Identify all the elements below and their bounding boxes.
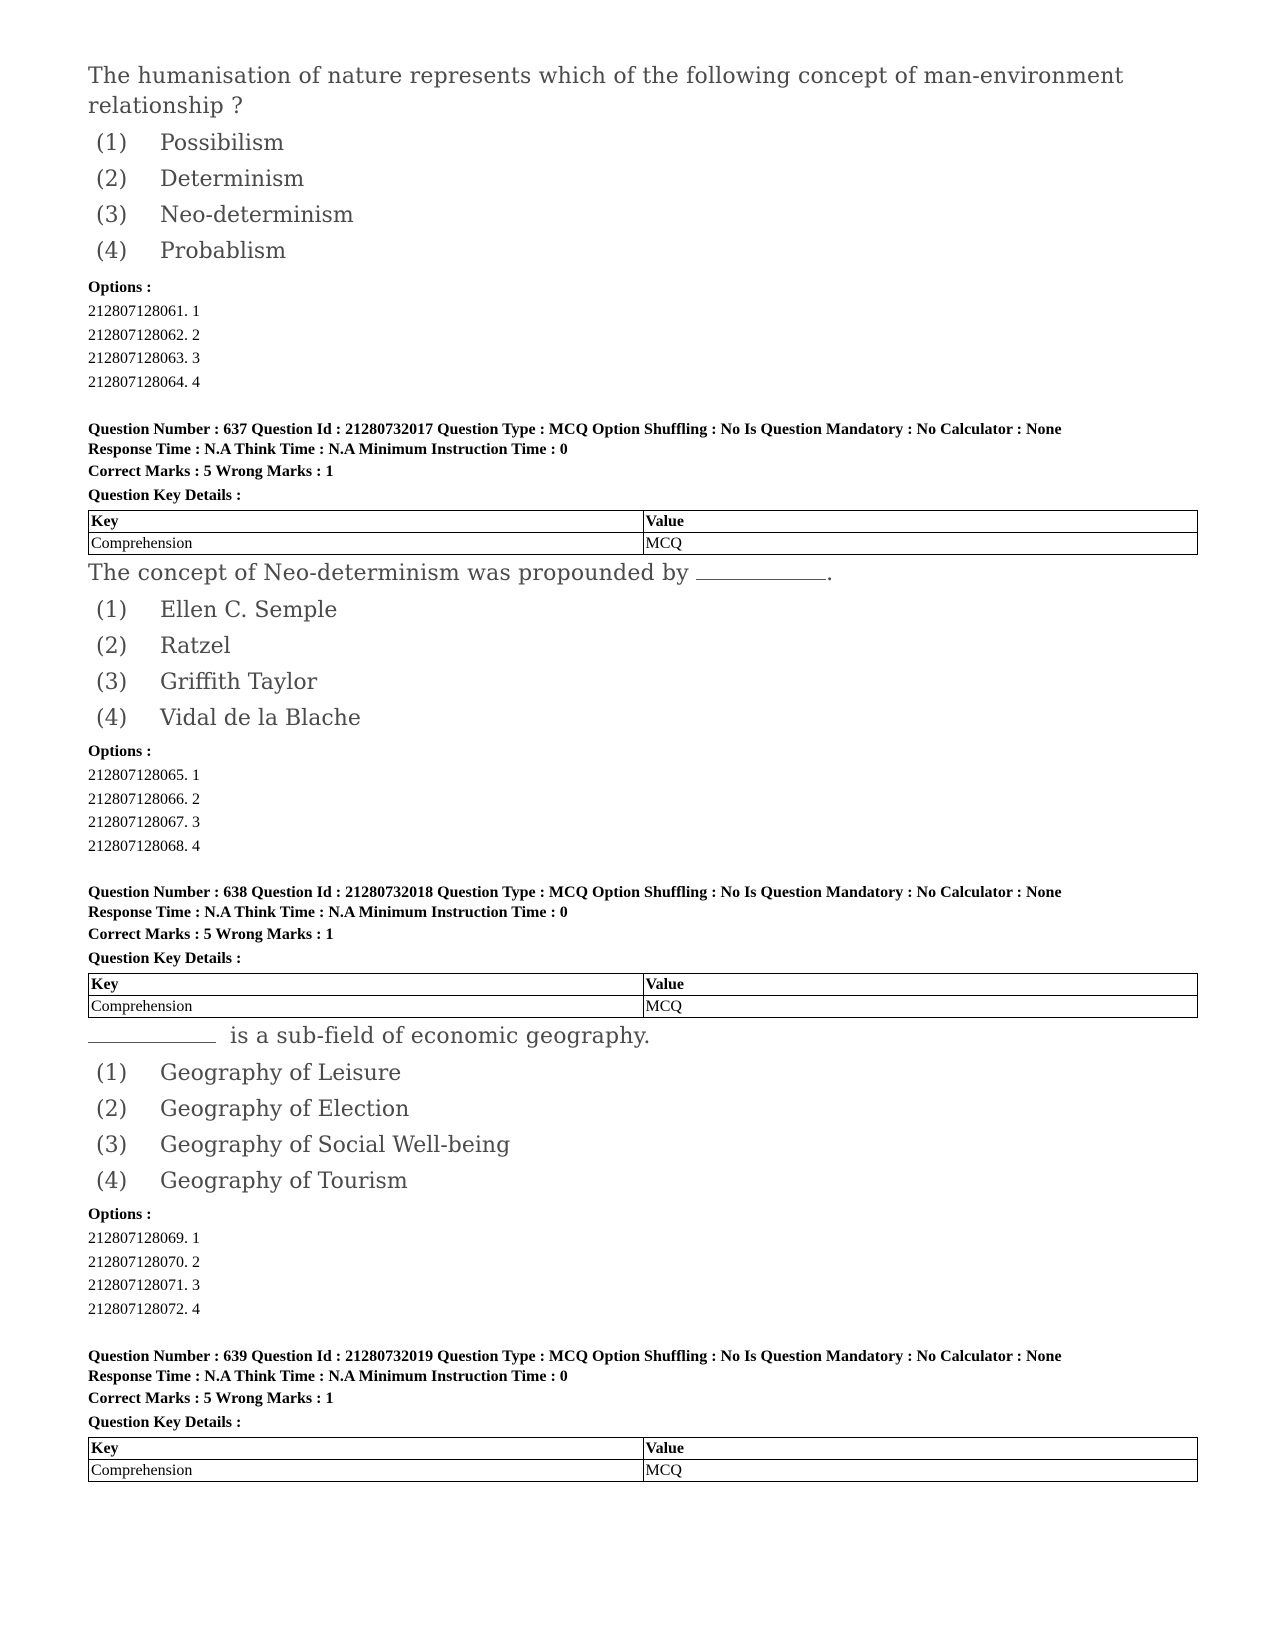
- answer-blank: [88, 1024, 216, 1043]
- question-meta-line: Question Number : 638 Question Id : 21280732018 Question Type : MCQ Option Shuffling : No Is Question Mandatory : No Calculator : None: [88, 884, 1062, 901]
- option-number: (3): [96, 1133, 128, 1158]
- table-header-value: Value: [643, 1438, 1198, 1460]
- option-label: Ratzel: [160, 634, 231, 659]
- question-meta-line: Response Time : N.A Think Time : N.A Minimum Instruction Time : 0: [88, 904, 568, 921]
- option-label: Geography of Election: [160, 1097, 410, 1122]
- option-id: 212807128062. 2: [88, 326, 200, 344]
- question-637: [88, 559, 1198, 737]
- question-638: [88, 1022, 1198, 1200]
- question-options: [88, 1056, 1198, 1200]
- options-heading: Options :: [88, 1206, 152, 1223]
- question-text-after: is a sub-field of economic geography.: [230, 1024, 651, 1049]
- key-value-table: [88, 510, 1198, 555]
- option-id: 212807128069. 1: [88, 1230, 200, 1247]
- table-row: [89, 996, 1198, 1018]
- option-number: (4): [96, 1169, 128, 1194]
- option-ids-636: [88, 276, 1198, 394]
- question-option: [88, 629, 1198, 665]
- option-ids-638: [88, 1203, 1198, 1321]
- option-id: 212807128072. 4: [88, 1300, 200, 1318]
- table-header-row: [89, 974, 1198, 996]
- key-value-table: [88, 973, 1198, 1018]
- table-header-row: [89, 1438, 1198, 1460]
- question-key-details: Question Key Details :: [88, 487, 242, 504]
- question-text-before: The concept of Neo-determinism was propounded by: [88, 561, 689, 586]
- table-header-key: Key: [89, 974, 644, 996]
- table-header-value: Value: [643, 974, 1198, 996]
- table-cell-value: MCQ: [643, 533, 1198, 555]
- question-text: The humanisation of nature represents which of the following concept of man-environment relationship ?: [88, 64, 1124, 119]
- option-id: 212807128068. 4: [88, 837, 200, 855]
- option-label: Geography of Leisure: [160, 1061, 402, 1086]
- question-option: [88, 198, 1198, 234]
- table-cell-key: Comprehension: [89, 1460, 644, 1482]
- option-id: 212807128067. 3: [88, 814, 200, 831]
- question-option: [88, 234, 1198, 270]
- option-id: 212807128065. 1: [88, 767, 200, 784]
- question-option: [88, 126, 1198, 162]
- question-key-details: Question Key Details :: [88, 1414, 242, 1431]
- option-id: 212807128063. 3: [88, 350, 200, 367]
- option-id: 212807128061. 1: [88, 303, 200, 320]
- option-number: (3): [96, 670, 128, 695]
- table-cell-key: Comprehension: [89, 533, 644, 555]
- question-option: [88, 1092, 1198, 1128]
- option-label: Neo-determinism: [160, 203, 354, 228]
- options-heading: Options :: [88, 279, 152, 296]
- question-meta-line: Response Time : N.A Think Time : N.A Minimum Instruction Time : 0: [88, 1368, 568, 1385]
- option-id: 212807128070. 2: [88, 1253, 200, 1271]
- question-option: [88, 1164, 1198, 1200]
- option-number: (3): [96, 203, 128, 228]
- option-label: Geography of Tourism: [160, 1169, 408, 1194]
- table-header-key: Key: [89, 1438, 644, 1460]
- question-option: [88, 701, 1198, 737]
- question-option: [88, 1128, 1198, 1164]
- question-option: [88, 162, 1198, 198]
- question-637-meta: [88, 420, 1198, 555]
- question-option: [88, 593, 1198, 629]
- question-text: [88, 559, 1198, 589]
- table-header-row: [89, 511, 1198, 533]
- question-option: [88, 665, 1198, 701]
- option-number: (4): [96, 239, 128, 264]
- option-number: (1): [96, 1061, 128, 1086]
- option-number: (1): [96, 131, 128, 156]
- question-option: [88, 1056, 1198, 1092]
- option-id: 212807128066. 2: [88, 790, 200, 808]
- question-options: [88, 126, 1198, 270]
- table-row: [89, 533, 1198, 555]
- option-label: Possibilism: [160, 131, 285, 156]
- question-marks: Correct Marks : 5 Wrong Marks : 1: [88, 1390, 334, 1407]
- options-heading: Options :: [88, 743, 152, 760]
- option-number: (4): [96, 706, 128, 731]
- question-marks: Correct Marks : 5 Wrong Marks : 1: [88, 926, 334, 943]
- option-label: Ellen C. Semple: [160, 598, 338, 623]
- question-meta-line: Question Number : 637 Question Id : 21280732017 Question Type : MCQ Option Shuffling : No Is Question Mandatory : No Calculator : None: [88, 421, 1062, 438]
- question-options: [88, 593, 1198, 737]
- option-id: 212807128071. 3: [88, 1277, 200, 1294]
- question-638-meta: [88, 883, 1198, 1018]
- option-number: (2): [96, 167, 128, 192]
- table-cell-key: Comprehension: [89, 996, 644, 1018]
- option-label: Probablism: [160, 239, 287, 264]
- question-text-after: .: [826, 561, 834, 586]
- question-636: [88, 62, 1198, 270]
- key-value-table: [88, 1437, 1198, 1482]
- question-meta-line: Response Time : N.A Think Time : N.A Minimum Instruction Time : 0: [88, 441, 568, 458]
- option-number: (1): [96, 598, 128, 623]
- option-ids-637: [88, 740, 1198, 858]
- option-number: (2): [96, 1097, 128, 1122]
- option-label: Determinism: [160, 167, 305, 192]
- option-id: 212807128064. 4: [88, 373, 200, 391]
- option-label: Vidal de la Blache: [160, 706, 361, 731]
- option-label: Griffith Taylor: [160, 670, 318, 695]
- option-label: Geography of Social Well-being: [160, 1133, 511, 1158]
- table-header-key: Key: [89, 511, 644, 533]
- question-meta-line: Question Number : 639 Question Id : 21280732019 Question Type : MCQ Option Shuffling : No Is Question Mandatory : No Calculator : None: [88, 1348, 1062, 1365]
- answer-blank: [696, 561, 826, 580]
- question-key-details: Question Key Details :: [88, 950, 242, 967]
- option-number: (2): [96, 634, 128, 659]
- table-cell-value: MCQ: [643, 996, 1198, 1018]
- question-marks: Correct Marks : 5 Wrong Marks : 1: [88, 463, 334, 480]
- table-cell-value: MCQ: [643, 1460, 1198, 1482]
- table-header-value: Value: [643, 511, 1198, 533]
- table-row: [89, 1460, 1198, 1482]
- question-639-meta: [88, 1347, 1198, 1482]
- question-text: [88, 1022, 1198, 1052]
